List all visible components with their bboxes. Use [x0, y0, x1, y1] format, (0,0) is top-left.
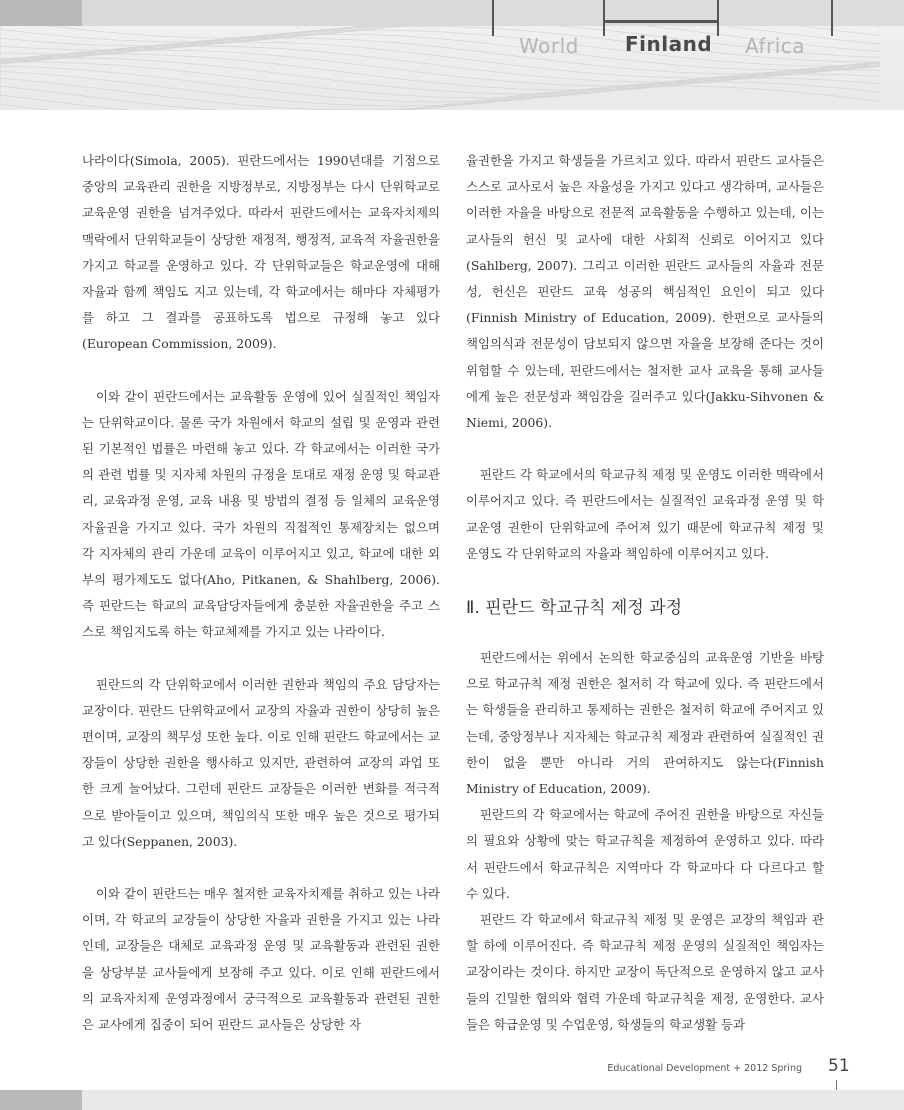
tab-divider: [603, 0, 605, 36]
wave-line: [0, 74, 880, 110]
paragraph: 이와 같이 핀란드에서는 교육활동 운영에 있어 실질적인 책임자는 단위학교이다. 물론 국가 차원에서 학교의 설립 및 운영과 관련된 기본적인 법률은 마련해 놓고 있다. 각 학교에서는 이러한 국가의 관련 법률 및 지자체 차원의 규정을 토대로 재정 운영 및 학교관리, 교육과정 운영, 교육 내용 및 방법의 결정 등 일체의 교육운영 자율권을 가지고 있다. 국가 차원의 직접적인 통제장치는 없으며 각 지자체의 관리 가운데 교육이 이루어지고 있고, 학교에 대한 외부의 평가제도도 없다(Aho, Pitkanen, & Shahlberg, 2006). 즉 핀란드는 학교의 교육담당자들에게 충분한 자율권한을 주고 스스로 책임지도록 하는 학교체제를 가지고 있는 나라이다.: [82, 388, 440, 640]
left-column: [82, 148, 440, 1038]
journal-footer: Educational Development + 2012 Spring: [607, 1063, 802, 1074]
paragraph: 핀란드 각 학교에서 학교규칙 제정 및 운영은 교장의 책임과 관할 하에 이루어진다. 즉 학교규칙 제정 운영의 실질적인 책임자는 교장이라는 것이다. 하지만 교장이 독단적으로 운영하지 않고 교사들의 긴밀한 협의와 협력 가운데 학교규칙을 제정, 운영한다. 교사들은 학급운영 및 수업운영, 학생들의 학교생활 등과: [466, 912, 824, 1032]
section-heading: Ⅱ. 핀란드 학교규칙 제정 과정: [466, 598, 683, 619]
tab-divider: [831, 0, 833, 36]
tab-active-indicator: [605, 20, 718, 23]
paragraph: 핀란드의 각 학교에서는 학교에 주어진 권한을 바탕으로 자신들의 필요와 상황에 맞는 학교규칙을 제정하여 운영하고 있다. 따라서 핀란드에서 학교규칙은 지역마다 각 학교마다 다 다르다고 할 수 있다.: [466, 807, 824, 901]
paragraph: 나라이다(Simola, 2005). 핀란드에서는 1990년대를 기점으로 중앙의 교육관리 권한을 지방정부로, 지방정부는 다시 단위학교로 교육운영 권한을 넘겨주었다. 따라서 핀란드에서는 교육자치제의 맥락에서 단위학교들이 상당한 재정적, 행정적, 교육적 자율권한을 가지고 학교를 운영하고 있다. 각 단위학교들은 학교운영에 대해 자율과 함께 책임도 지고 있는데, 각 학교에서는 해마다 자체평가를 하고 그 결과를 공표하도록 법으로 규정해 놓고 있다(European Commission, 2009).: [82, 153, 440, 352]
header-top-strip: [82, 0, 492, 26]
page-number: 51: [828, 1056, 850, 1076]
tab-africa[interactable]: Africa: [745, 34, 806, 58]
paragraph: 이와 같이 핀란드는 매우 철저한 교육자치제를 취하고 있는 나라이며, 각 학교의 교장들이 상당한 자율과 권한을 가지고 있는 나라인데, 교장들은 대체로 교육과정 운영 및 교육활동과 관련된 권한을 상당부분 교사들에게 보장해 주고 있다. 이로 인해 핀란드에서의 교육자치제 운영과정에서 궁극적으로 교육활동과 관련된 권한은 교사에게 집중이 되어 핀란드 교사들은 상당한 자: [82, 886, 440, 1033]
tab-divider: [717, 0, 719, 36]
paragraph: 율권한을 가지고 학생들을 가르치고 있다. 따라서 핀란드 교사들은 스스로 교사로서 높은 자율성을 가지고 있다고 생각하며, 교사들은 이러한 자율을 바탕으로 전문적 교육활동을 수행하고 있는데, 이는 교사들의 헌신 및 교사에 대한 사회적 신뢰로 이어지고 있다(Sahlberg, 2007). 그리고 이러한 핀란드 교사들의 자율과 전문성, 헌신은 핀란드 교육 성공의 핵심적인 요인이 되고 있다(Finnish Ministry of Education, 2009). 한편으로 교사들의 책임의식과 전문성이 담보되지 않으면 자율을 보장해 준다는 것이 위험할 수 있는데, 핀란드에서는 철저한 교사 교육을 통해 교사들에게 높은 전문성과 책임감을 길러주고 있다(Jakku-Sihvonen & Niemi, 2006).: [466, 153, 824, 431]
right-column: [466, 148, 824, 1038]
paragraph: 핀란드에서는 위에서 논의한 학교중심의 교육운영 기반을 바탕으로 학교규칙 제정 권한은 철저히 각 학교에 있다. 즉 핀란드에서는 학생들을 관리하고 통제하는 권한은 철저히 학교에 주어지고 있는데, 중앙정부나 지자체는 학교규칙 제정과 관련하여 실질적인 권한이 없을 뿐만 아니라 거의 관여하지도 않는다(Finnish Ministry of Education, 2009).: [466, 650, 824, 797]
tab-finland[interactable]: Finland: [625, 32, 713, 56]
wave-line: [0, 66, 880, 102]
footer-corner-block: [0, 1090, 82, 1110]
tab-world[interactable]: World: [519, 34, 579, 58]
wave-line: [0, 82, 880, 110]
footer-band: [0, 1090, 904, 1110]
header-corner-block: [0, 0, 82, 26]
paragraph: 핀란드의 각 단위학교에서 이러한 권한과 책임의 주요 담당자는 교장이다. 핀란드 단위학교에서 교장의 자율과 권한이 상당히 높은 편이며, 교장의 책무성 또한 높다. 이로 인해 핀란드 학교에서는 교장들이 상당한 권한을 행사하고 있지만, 관련하여 교장의 과업 또한 크게 늘어났다. 그런데 핀란드 교장들은 이러한 변화를 적극적으로 받아들이고 있으며, 책임의식 또한 매우 높은 것으로 평가되고 있다(Seppanen, 2003).: [82, 676, 440, 849]
header-band: [0, 0, 904, 110]
paragraph: 핀란드 각 학교에서의 학교규칙 제정 및 운영도 이러한 맥락에서 이루어지고 있다. 즉 핀란드에서는 실질적인 교육과정 운영 및 학교운영 권한이 단위학교에 주어져 있기 때문에 학교규칙 제정 및 운영도 각 단위학교의 자율과 책임하에 이루어지고 있다.: [466, 467, 824, 561]
tab-divider: [492, 0, 494, 36]
